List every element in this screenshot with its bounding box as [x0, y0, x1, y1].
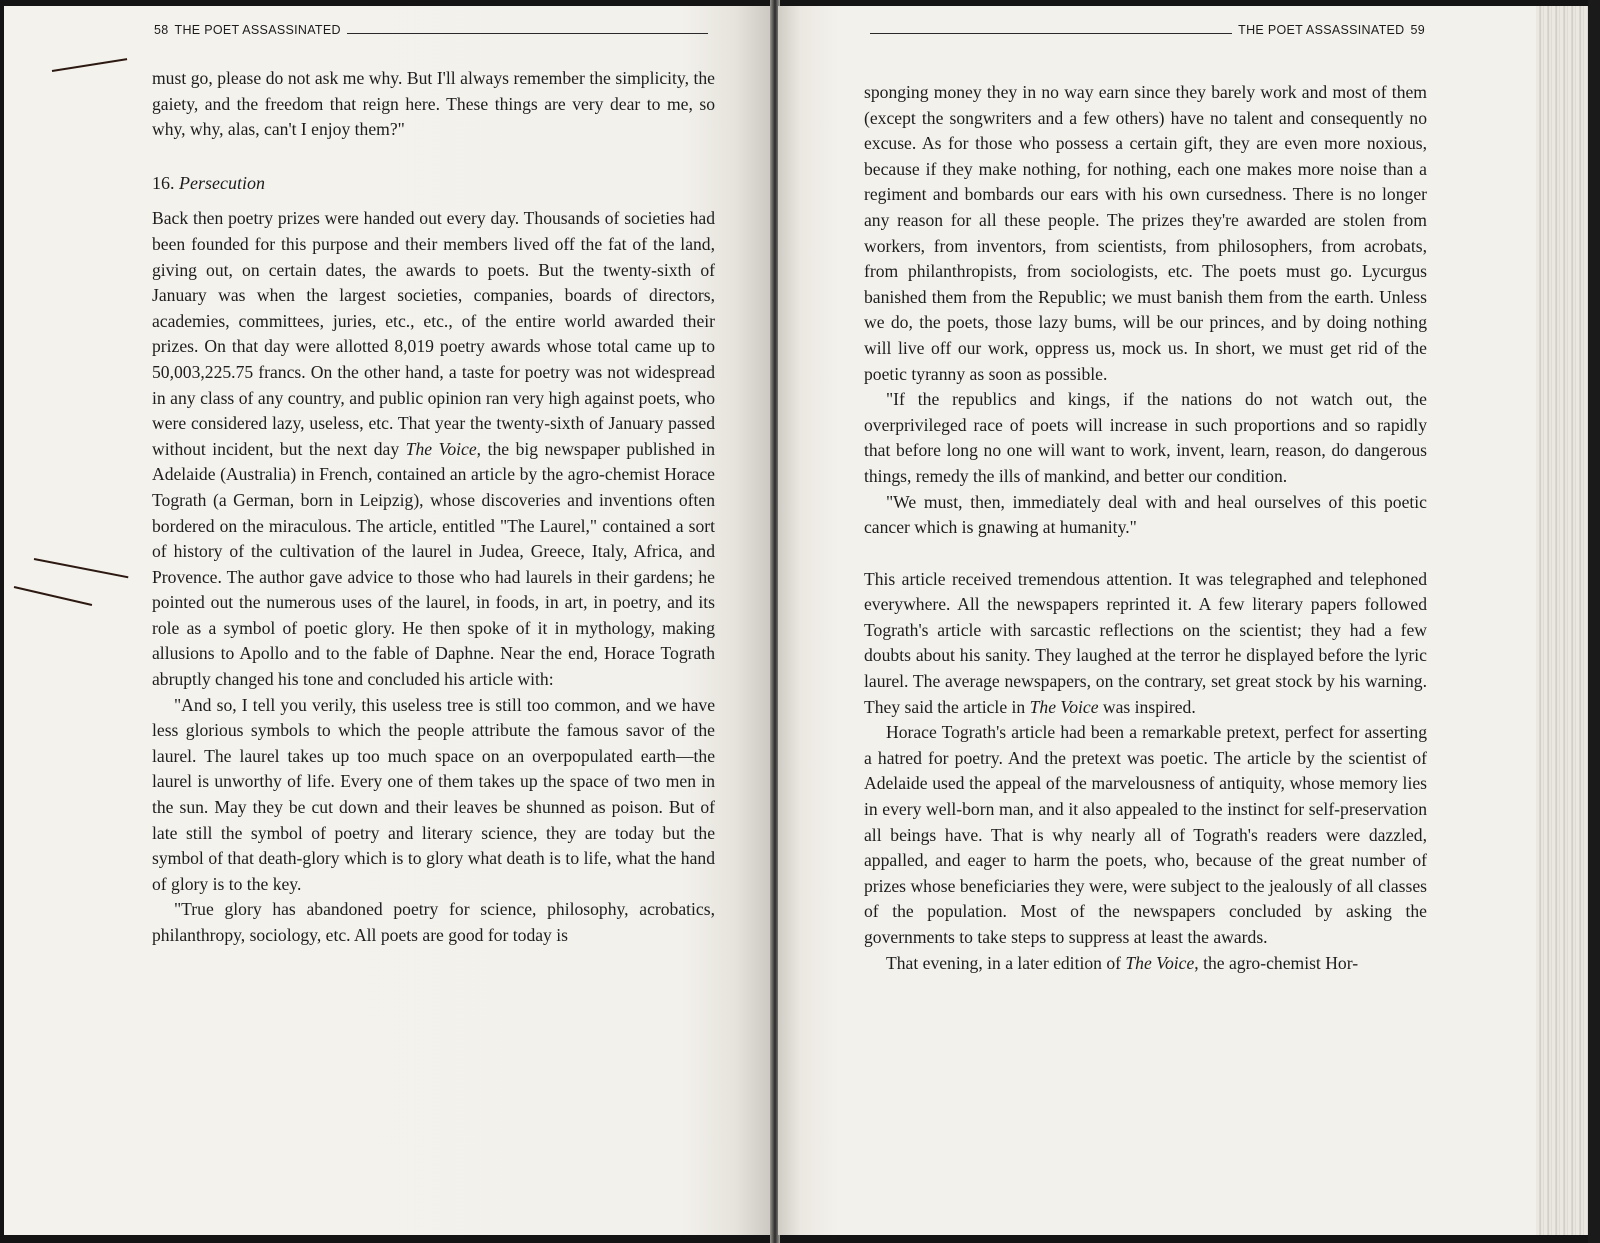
left-paragraph: must go, please do not ask me why. But I'll always remember the simplicity, the gaiety, and the freedom that reign here. These things are very dear to me, so why, why, alas, can't I enjoy them?"	[152, 68, 715, 140]
left-paragraph: "And so, I tell you verily, this useless tree is still too common, and we have less glorious symbols to which the people attribute the famous savor of the laurel. The laurel takes up too much space on an overpopulated earth—the laurel is unworthy of life. Every one of them takes up the space of two men in the sun. May they be cut down and their leaves be shunned as poison. But of late still the symbol of poetry and literary science, they are today but the symbol of that death-glory which is to glory what death is to life, what the hand of glory is to the key.	[152, 694, 715, 894]
section-title: Persecution	[179, 172, 265, 193]
right-page-number: 59	[1410, 23, 1425, 37]
right-header-rule	[870, 33, 1232, 34]
newspaper-title: The Voice	[405, 438, 477, 459]
text-run: That evening, in a later edition of	[886, 952, 1126, 973]
right-paragraph: sponging money they in no way earn since they barely work and most of them (except the songwriters and a few others) have no talent and consequently no excuse. As for those who possess a certain gift, they are even more noxious, because if they make nothing, for nothing, each one makes more noise than a regiment and bombards our ears with his own cursedness. There is no longer any reason for all these people. The prizes they're awarded are stolen from workers, from inventors, from scientists, from philosophers, from acrobats, from philanthropists, from sociologists, etc. The poets must go. Lycurgus banished them from the Republic; we must banish them from the earth. Unless we do, the poets, those lazy bums, will be our princes, and by doing nothing will live off our work, oppress us, mock us. In short, we must get rid of the poetic tyranny as soon as possible.	[864, 82, 1427, 384]
text-run: Back then poetry prizes were handed out every day. Thousands of societies had been founded for this purpose and their members lived off the fat of the land, giving out, on certain dates, the awards to poets. But the twenty-sixth of January was when the largest societies, companies, boards of directors, academies, committees, juries, etc., etc., of the entire world awarded their prizes. On that day were allotted 8,019 poetry awards whose total came up to 50,003,225.75 francs. On the other hand, a taste for poetry was not widespread in any class of any country, and public opinion ran very high against poets, who were considered lazy, useless, etc. That year the twenty-sixth of January passed without incident, but the next day	[152, 208, 715, 459]
right-paragraph: "We must, then, immediately deal with and heal ourselves of this poetic cancer which is gnawing at humanity."	[864, 491, 1427, 538]
newspaper-title: The Voice	[1125, 952, 1195, 973]
pencil-margin-mark	[52, 58, 127, 72]
text-run: was inspired.	[1098, 696, 1196, 717]
section-heading	[152, 171, 715, 197]
text-run: , the agro-chemist Hor-	[1194, 952, 1359, 973]
left-running-title: THE POET ASSASSINATED	[174, 23, 341, 37]
right-paragraph: "If the republics and kings, if the nations do not watch out, the overprivileged race of poets will increase in such proportions and so rapidly that before long no one will want to work, invent, learn, reason, do dangerous things, remedy the ills of mankind, and better our condition.	[864, 389, 1427, 486]
pencil-margin-mark	[14, 586, 92, 606]
pencil-margin-mark	[34, 558, 129, 578]
right-page	[778, 6, 1538, 1235]
left-page	[4, 6, 774, 1235]
section-break	[864, 541, 1427, 567]
right-text-block	[864, 80, 1427, 976]
section-number: 16.	[152, 172, 175, 193]
scan-border	[1588, 0, 1600, 1243]
text-run: , the big newspaper published in Adelaide (Australia) in French, contained an article by the agro-chemist Horace Tograth (a German, born in Leipzig), whose discoveries and inventions often bordered on the miraculous. The article, entitled "The Laurel," contained a sort of history of the cultivation of the laurel in Judea, Greece, Italy, Africa, and Provence. The author gave advice to those who had laurels in their gardens; he pointed out the numerous uses of the laurel, in foods, in art, in poetry, and its role as a symbol of poetic glory. He then spoke of it in mythology, making allusions to Apollo and to the fable of Daphne. Near the end, Horace Tograth abruptly changed his tone and concluded his article with:	[152, 438, 715, 690]
left-paragraph: "True glory has abandoned poetry for science, philosophy, acrobatics, philanthropy, sociology, etc. All poets are good for today is	[152, 899, 715, 945]
left-page-number: 58	[154, 23, 169, 37]
right-running-head	[864, 23, 1425, 37]
right-running-title: THE POET ASSASSINATED	[1238, 23, 1405, 37]
left-running-head	[154, 23, 714, 37]
left-text-block	[152, 66, 715, 949]
text-run: This article received tremendous attention. It was telegraphed and telephoned everywhere. All the newspapers reprinted it. A few literary papers followed Tograth's article with sarcastic reflections on the scientist; they had a few doubts about his sanity. They laughed at the terror he displayed before the lyric laurel. The average newspapers, on the contrary, set great stock by his warning. They said the article in	[864, 568, 1427, 717]
right-paragraph	[864, 567, 1427, 721]
left-header-rule	[347, 33, 708, 34]
right-paragraph	[864, 951, 1427, 977]
left-paragraph	[152, 206, 715, 692]
newspaper-title: The Voice	[1029, 696, 1099, 717]
right-paragraph: Horace Tograth's article had been a remarkable pretext, perfect for asserting a hatred for poetry. And the pretext was poetic. The article by the scientist of Adelaide used the appeal of the marvelousness of antiquity, whose memory lies in every well-born man, and it also appealed to the instinct for self-preservation all beings have. That is why nearly all of Tograth's readers were dazzled, appalled, and eager to harm the poets, who, because of the great number of prizes whose beneficiaries they were, were subject to the jealously of all classes of the population. Most of the newspapers concluded by asking the governments to take steps to suppress at least the awards.	[864, 722, 1427, 947]
